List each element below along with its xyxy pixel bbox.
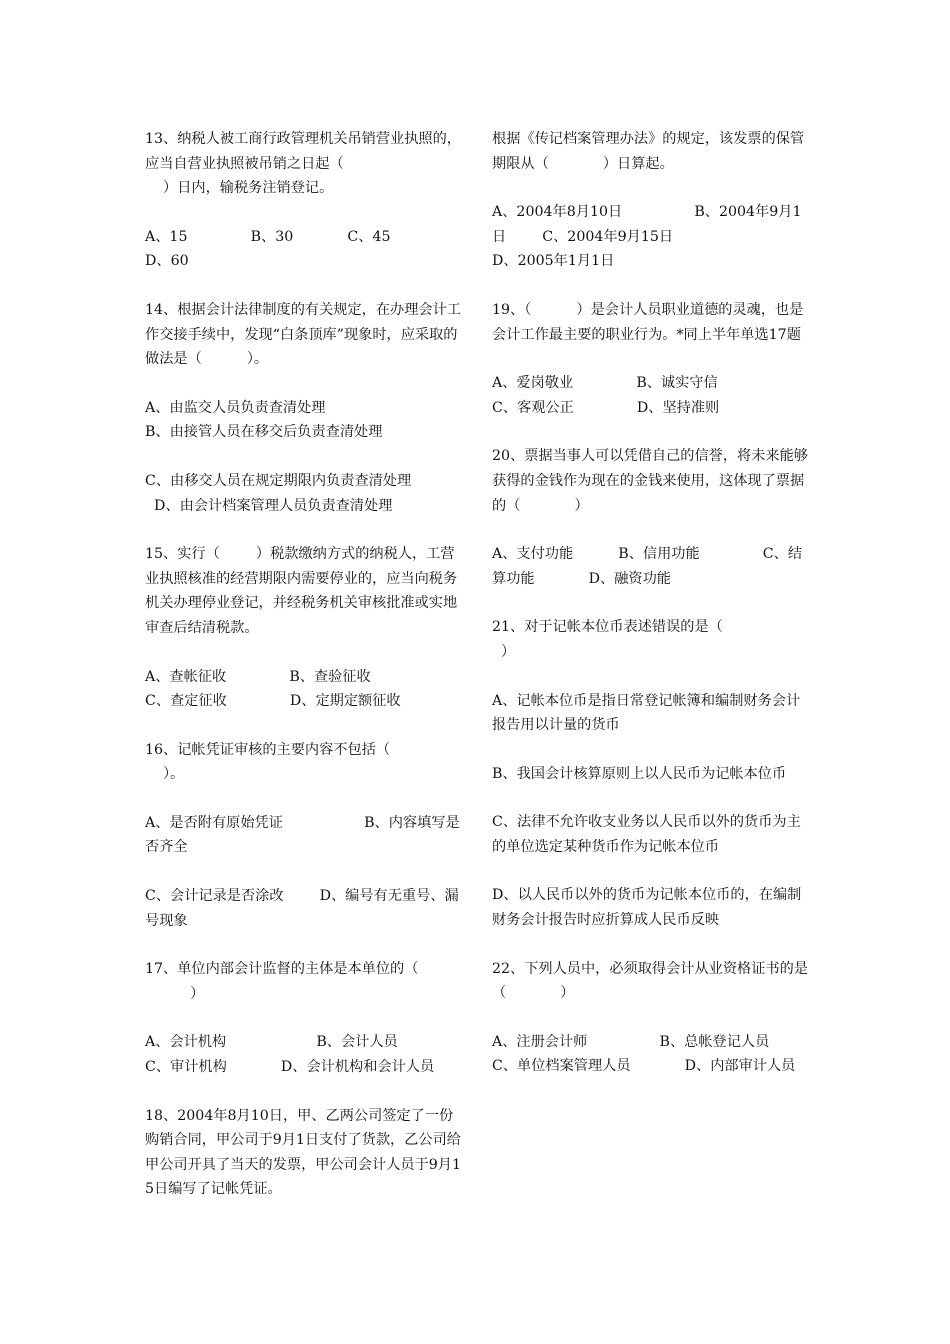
paragraph-q22-options: A、注册会计师 B、总帐登记人员 C、单位档案管理人员 D、内部审计人员 bbox=[492, 1033, 815, 1075]
paragraph-q14-options-cd: C、由移交人员在规定期限内负责查清处理 D、由会计档案管理人员负责查清处理 bbox=[145, 472, 412, 514]
paragraph-q21-option-d: D、以人民币以外的货币为记帐本位币的，在编制财务会计报告时应折算成人民币反映 bbox=[492, 887, 802, 929]
paragraph-q14-options-ab: A、由监交人员负责查清处理 B、由接管人员在移交后负责查清处理 bbox=[145, 399, 383, 441]
paragraph-q18-options: A、2004年8月10日 B、2004年9月1日 C、2004年9月15日 D、2005年1月1日 bbox=[492, 204, 802, 270]
paragraph-q20-options: A、支付功能 B、信用功能 C、结算功能 D、融资功能 bbox=[492, 546, 803, 587]
paragraph-q18: 18、2004年8月10日，甲、乙两公司签定了一份购销合同，甲公司于9月1日支付了货款，乙公司给甲公司开具了当天的发票，甲公司会计人员于9月15日编写了记帐凭证。 bbox=[145, 1107, 461, 1198]
paragraph-q15-options: A、查帐征收 B、查验征收 C、查定征收 D、定期定额征收 bbox=[145, 668, 401, 710]
paragraph-q18-continued: 根据《传记档案管理办法》的规定，该发票的保管期限从（ ）日算起。 bbox=[492, 131, 805, 172]
paragraph-q13-options: A、15 B、30 C、45 D、60 bbox=[145, 228, 391, 270]
paragraph-q20: 20、票据当事人可以凭借自己的信誉，将未来能够获得的金钱作为现在的金钱来使用，这体现了票据的（ ） bbox=[492, 448, 808, 514]
paragraph-q16-options-cd: C、会计记录是否涂改 D、编号有无重号、漏号现象 bbox=[145, 888, 459, 929]
paragraph-q21: 21、对于记帐本位币表述错误的是（ ） bbox=[492, 619, 723, 660]
right-column bbox=[492, 127, 815, 1079]
paragraph-q22: 22、下列人员中，必须取得会计从业资格证书的是（ ） bbox=[492, 960, 808, 1002]
paragraph-q16-options-ab: A、是否附有原始凭证 B、内容填写是否齐全 bbox=[145, 814, 460, 856]
paragraph-q19: 19、（ ）是会计人员职业道德的灵魂，也是会计工作最主要的职业行为。*同上半年单选17题 bbox=[492, 301, 804, 343]
paragraph-q21-option-b: B、我国会计核算原则上以人民币为记帐本位币 bbox=[492, 765, 787, 782]
paragraph-q19-options: A、爱岗敬业 B、诚实守信 C、客观公正 D、坚持准则 bbox=[492, 375, 720, 416]
paragraph-q21-option-a: A、记帐本位币是指日常登记帐簿和编制财务会计报告用以计量的货币 bbox=[492, 692, 801, 734]
paragraph-q14: 14、根据会计法律制度的有关规定，在办理会计工作交接手续中，发现“白条顶库”现象时，应采取的做法是（ ）。 bbox=[145, 301, 461, 368]
paragraph-q17-options: A、会计机构 B、会计人员 C、审计机构 D、会计机构和会计人员 bbox=[145, 1034, 461, 1076]
paragraph-q13: 13、纳税人被工商行政管理机关吊销营业执照的，应当自营业执照被吊销之日起（ ）日内，输税务注销登记。 bbox=[145, 131, 461, 197]
paragraph-q21-option-c: C、法律不允许收支业务以人民币以外的货币为主的单位选定某种货币作为记帐本位币 bbox=[492, 814, 801, 855]
left-column bbox=[145, 127, 463, 1202]
paragraph-q16: 16、记帐凭证审核的主要内容不包括（ ）。 bbox=[145, 741, 391, 783]
paragraph-q17: 17、单位内部会计监督的主体是本单位的（ ） bbox=[145, 961, 419, 1002]
paragraph-q15: 15、实行（ ）税款缴纳方式的纳税人，工营业执照核准的经营期限内需要停业的，应当向税务机关办理停业登记，并经税务机关审核批准或实地审查后结清税款。 bbox=[145, 546, 458, 636]
